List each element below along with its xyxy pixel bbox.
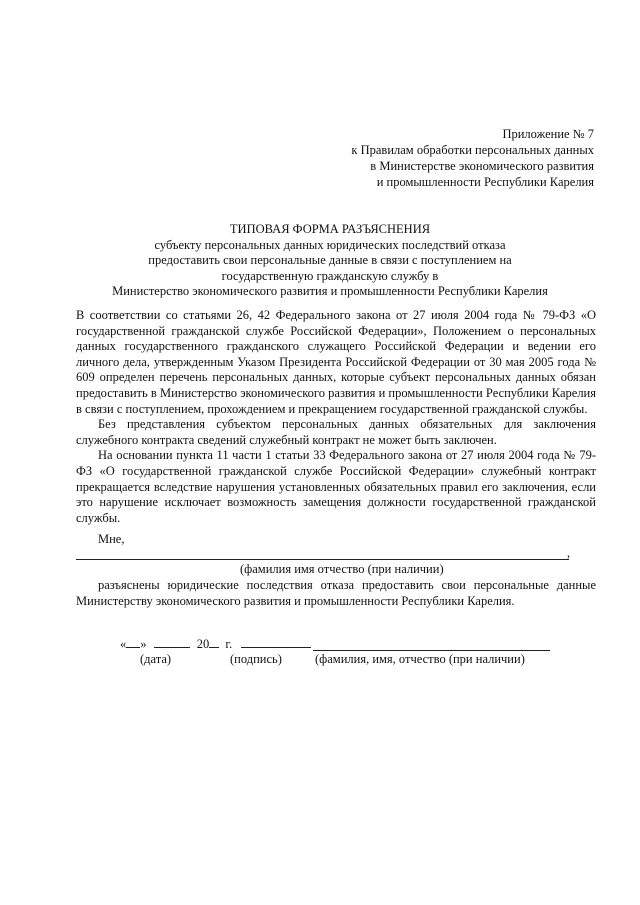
- appendix-number: Приложение № 7: [502, 127, 594, 141]
- year-prefix: 20: [196, 637, 210, 651]
- month-field[interactable]: [154, 636, 190, 648]
- fio-caption: (фамилия имя отчество (при наличии): [240, 562, 444, 576]
- paragraph: Без представления субъектом персональных данных обязательных для заключения служебного контракта сведений служебный контракт не может быть заключен.: [76, 417, 596, 447]
- date-caption: (дата): [140, 652, 172, 666]
- document-body: [76, 308, 596, 526]
- signature-caption: (подпись): [230, 652, 282, 666]
- form-subtitle: государственную гражданскую службу в: [221, 268, 439, 283]
- form-subtitle: предоставить свои персональные данные в связи с поступлением на: [148, 253, 512, 267]
- appendix-line: к Правилам обработки персональных данных: [351, 143, 594, 157]
- signature-fio-caption: (фамилия, имя, отчество (при наличии): [315, 652, 525, 666]
- signature-fio-field[interactable]: [313, 650, 550, 651]
- paragraph: В соответствии со статьями 26, 42 Федерального закона от 27 июля 2004 года № 79-ФЗ «О государственной гражданской службе Российской Федерации», Положением о персональных данных государственного гражданского служащего Российской Федерации и ведении его личного дела, утвержденным Указом Президента Российской Федерации от 30 мая 2005 года № 609 определен перечень персональных данных, которые субъект персональных данных обязан предоставить в Министерство экономического развития и промышленности Республики Карелия в связи с поступлением, прохождением и прекращением государственной гражданской службы.: [76, 308, 596, 416]
- fio-fill-line[interactable]: [76, 559, 569, 560]
- date-quote-open: «: [120, 637, 127, 651]
- fio-comma: ,: [567, 546, 571, 560]
- form-subtitle: субъекту персональных данных юридических последствий отказа: [154, 237, 506, 252]
- explained-statement: [76, 578, 596, 609]
- form-title: [60, 222, 600, 300]
- signature-row: [120, 636, 311, 652]
- appendix-line: в Министерстве экономического развития: [370, 159, 594, 173]
- paragraph: На основании пункта 11 части 1 статьи 33 Федерального закона от 27 июля 2004 года № 79-ФЗ «О государственной гражданской службе Российской Федерации» служебный контракт прекращается вследствие нарушения установленных обязательных правил его заключения, если это нарушение исключает возможность замещения должности государственной гражданской службы.: [76, 448, 596, 525]
- paragraph: разъяснены юридические последствия отказа предоставить свои персональные данные Министерству экономического развития и промышленности Республики Карелия.: [76, 578, 596, 608]
- form-heading: ТИПОВАЯ ФОРМА РАЗЪЯСНЕНИЯ: [229, 222, 431, 236]
- signature-field[interactable]: [241, 636, 311, 648]
- year-suffix: г.: [225, 637, 233, 651]
- addressee-label: Мне,: [98, 532, 125, 546]
- day-field[interactable]: [126, 636, 140, 648]
- appendix-header: [351, 126, 594, 190]
- form-subtitle: Министерство экономического развития и промышленности Республики Карелия: [112, 284, 548, 298]
- year-field[interactable]: [209, 636, 219, 648]
- appendix-line: и промышленности Республики Карелия: [376, 175, 594, 189]
- date-quote-close: »: [140, 637, 147, 651]
